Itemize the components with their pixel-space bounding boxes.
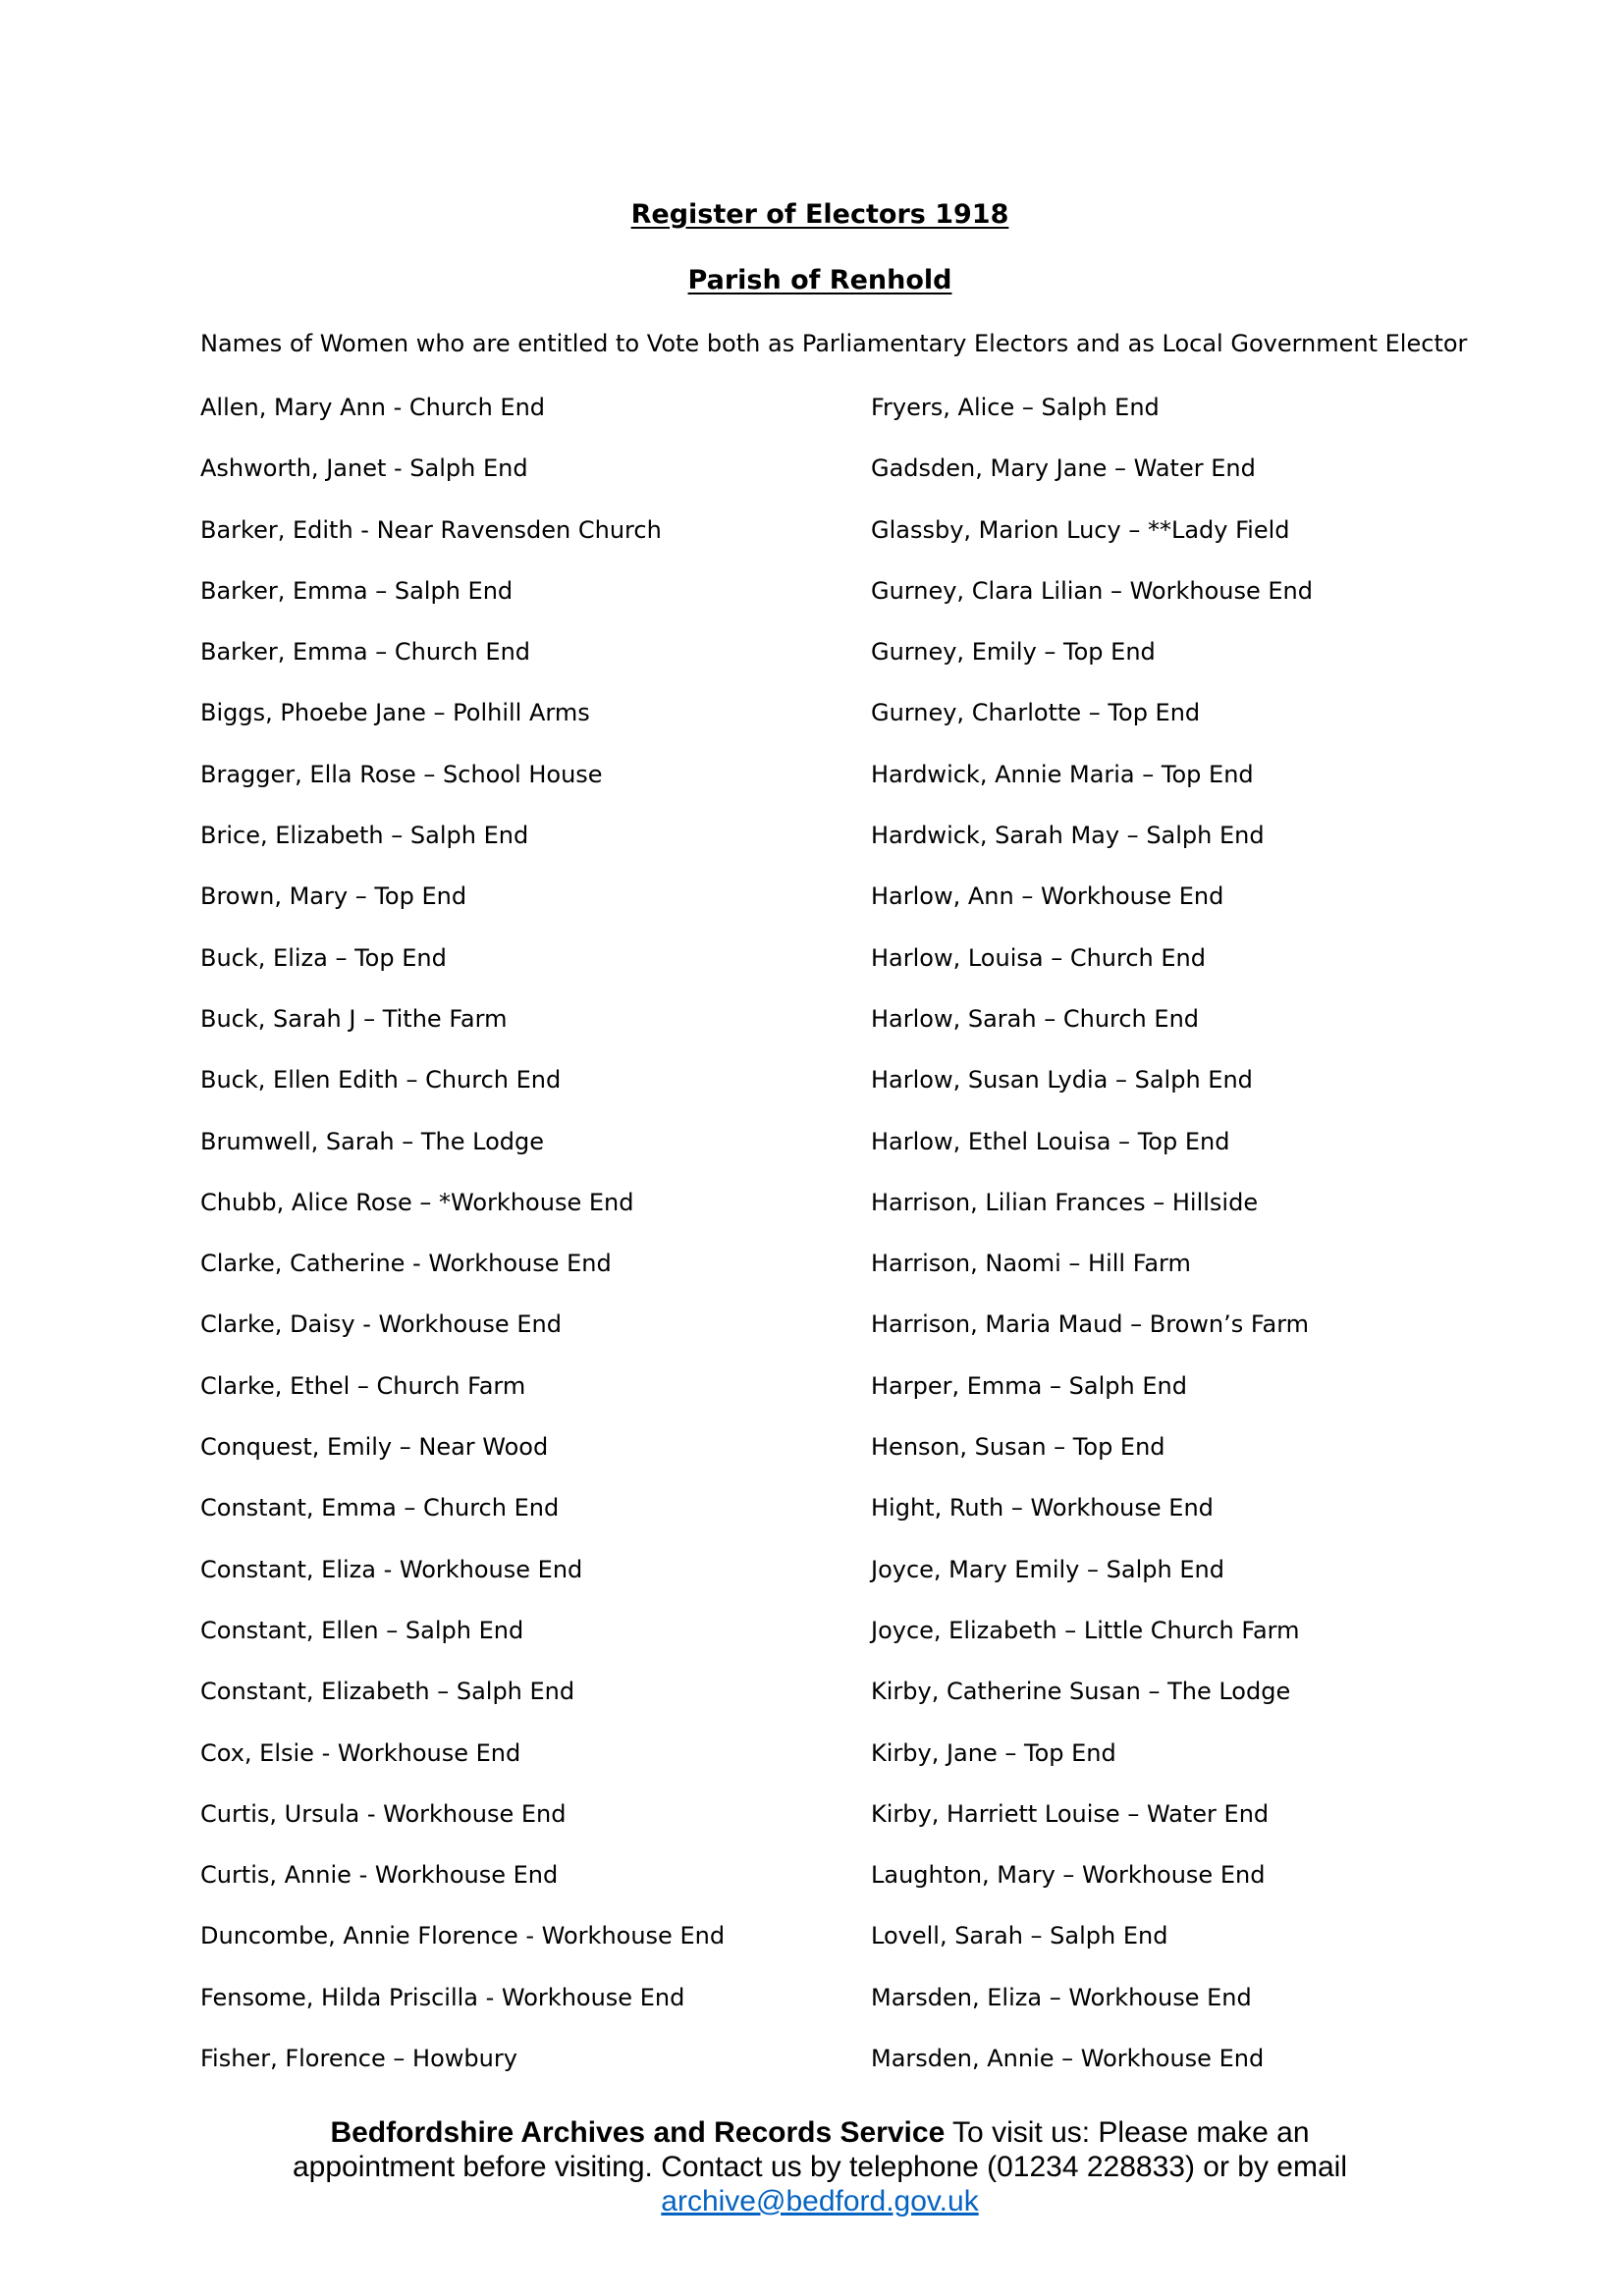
footer xyxy=(0,2115,1624,2218)
elector-entry: Curtis, Annie - Workhouse End xyxy=(200,1861,559,1890)
footer-email-link[interactable]: archive@bedford.gov.uk xyxy=(661,2185,979,2217)
elector-entry: Kirby, Harriett Louise – Water End xyxy=(871,1799,1270,1828)
elector-entry: Buck, Sarah J – Tithe Farm xyxy=(200,1004,508,1033)
elector-entry: Clarke, Daisy - Workhouse End xyxy=(200,1310,562,1339)
footer-visit-text: To visit us: Please make an xyxy=(945,2116,1310,2149)
elector-entry: Barker, Emma – Salph End xyxy=(200,576,514,605)
elector-entry: Curtis, Ursula - Workhouse End xyxy=(200,1799,567,1828)
elector-entry: Harlow, Louisa – Church End xyxy=(871,943,1207,972)
elector-entry: Allen, Mary Ann - Church End xyxy=(200,394,546,421)
footer-org-name: Bedfordshire Archives and Records Service xyxy=(330,2116,946,2149)
elector-entry: Harrison, Maria Maud – Brown’s Farm xyxy=(871,1310,1310,1339)
elector-entry: Marsden, Eliza – Workhouse End xyxy=(871,1983,1252,2011)
footer-contact-text: appointment before visiting. Contact us by telephone (01234 228833) or by email xyxy=(292,2151,1347,2183)
elector-entry: Constant, Emma – Church End xyxy=(200,1494,560,1522)
elector-entry: Bragger, Ella Rose – School House xyxy=(200,760,603,788)
elector-entry: Kirby, Jane – Top End xyxy=(871,1738,1116,1767)
intro-text: Names of Women who are entitled to Vote both as Parliamentary Electors and as Local Government Elector xyxy=(200,330,1468,357)
elector-entry: Joyce, Elizabeth – Little Church Farm xyxy=(871,1616,1300,1644)
elector-entry: Gurney, Clara Lilian – Workhouse End xyxy=(871,576,1313,605)
electors-list-right xyxy=(871,391,1313,2103)
electors-list-left xyxy=(200,391,725,2103)
elector-entry: Barker, Emma – Church End xyxy=(200,638,531,667)
elector-entry: Fisher, Florence – Howbury xyxy=(200,2045,517,2073)
elector-entry: Harper, Emma – Salph End xyxy=(871,1371,1187,1400)
elector-entry: Harlow, Susan Lydia – Salph End xyxy=(871,1066,1253,1095)
elector-entry: Gadsden, Mary Jane – Water End xyxy=(871,454,1256,483)
elector-entry: Harrison, Lilian Frances – Hillside xyxy=(871,1188,1259,1216)
elector-entry: Harlow, Ethel Louisa – Top End xyxy=(871,1127,1230,1155)
elector-entry: Conquest, Emily – Near Wood xyxy=(200,1433,549,1462)
elector-entry: Hight, Ruth – Workhouse End xyxy=(871,1494,1214,1522)
elector-entry: Brumwell, Sarah – The Lodge xyxy=(200,1127,545,1155)
elector-entry: Harlow, Sarah – Church End xyxy=(871,1004,1200,1033)
elector-entry: Gurney, Emily – Top End xyxy=(871,638,1156,667)
elector-entry: Lovell, Sarah – Salph End xyxy=(871,1922,1168,1950)
elector-entry: Hardwick, Annie Maria – Top End xyxy=(871,760,1254,788)
elector-entry: Cox, Elsie - Workhouse End xyxy=(200,1738,521,1767)
footer-line-3 xyxy=(0,2184,1624,2218)
elector-entry: Duncombe, Annie Florence - Workhouse End xyxy=(200,1922,726,1950)
elector-entry: Harrison, Naomi – Hill Farm xyxy=(871,1250,1191,1278)
elector-entry: Hardwick, Sarah May – Salph End xyxy=(871,822,1265,850)
elector-entry: Chubb, Alice Rose – *Workhouse End xyxy=(200,1188,634,1216)
elector-entry: Barker, Edith - Near Ravensden Church xyxy=(200,515,662,544)
elector-entry: Fryers, Alice – Salph End xyxy=(871,394,1160,421)
elector-entry: Glassby, Marion Lucy – **Lady Field xyxy=(871,515,1290,544)
elector-entry: Harlow, Ann – Workhouse End xyxy=(871,882,1224,911)
elector-entry: Clarke, Ethel – Church Farm xyxy=(200,1371,526,1400)
elector-entry: Constant, Elizabeth – Salph End xyxy=(200,1678,575,1706)
document-title: Register of Electors 1918 xyxy=(630,199,1009,230)
elector-entry: Henson, Susan – Top End xyxy=(871,1433,1165,1462)
elector-entry: Biggs, Phoebe Jane – Polhill Arms xyxy=(200,699,590,727)
elector-entry: Marsden, Annie – Workhouse End xyxy=(871,2045,1265,2073)
footer-line-1 xyxy=(0,2115,1624,2150)
elector-entry: Buck, Ellen Edith – Church End xyxy=(200,1066,562,1095)
elector-entry: Constant, Eliza - Workhouse End xyxy=(200,1555,583,1583)
elector-entry: Ashworth, Janet - Salph End xyxy=(200,454,528,483)
elector-entry: Brice, Elizabeth – Salph End xyxy=(200,822,529,850)
elector-entry: Laughton, Mary – Workhouse End xyxy=(871,1861,1266,1890)
elector-entry: Kirby, Catherine Susan – The Lodge xyxy=(871,1678,1291,1706)
parish-subtitle: Parish of Renhold xyxy=(687,265,952,295)
elector-entry: Buck, Eliza – Top End xyxy=(200,943,447,972)
elector-entry: Fensome, Hilda Priscilla - Workhouse End xyxy=(200,1983,685,2011)
elector-entry: Clarke, Catherine - Workhouse End xyxy=(200,1250,612,1278)
elector-entry: Brown, Mary – Top End xyxy=(200,882,467,911)
elector-entry: Constant, Ellen – Salph End xyxy=(200,1616,524,1644)
elector-entry: Gurney, Charlotte – Top End xyxy=(871,699,1201,727)
elector-entry: Joyce, Mary Emily – Salph End xyxy=(871,1555,1224,1583)
